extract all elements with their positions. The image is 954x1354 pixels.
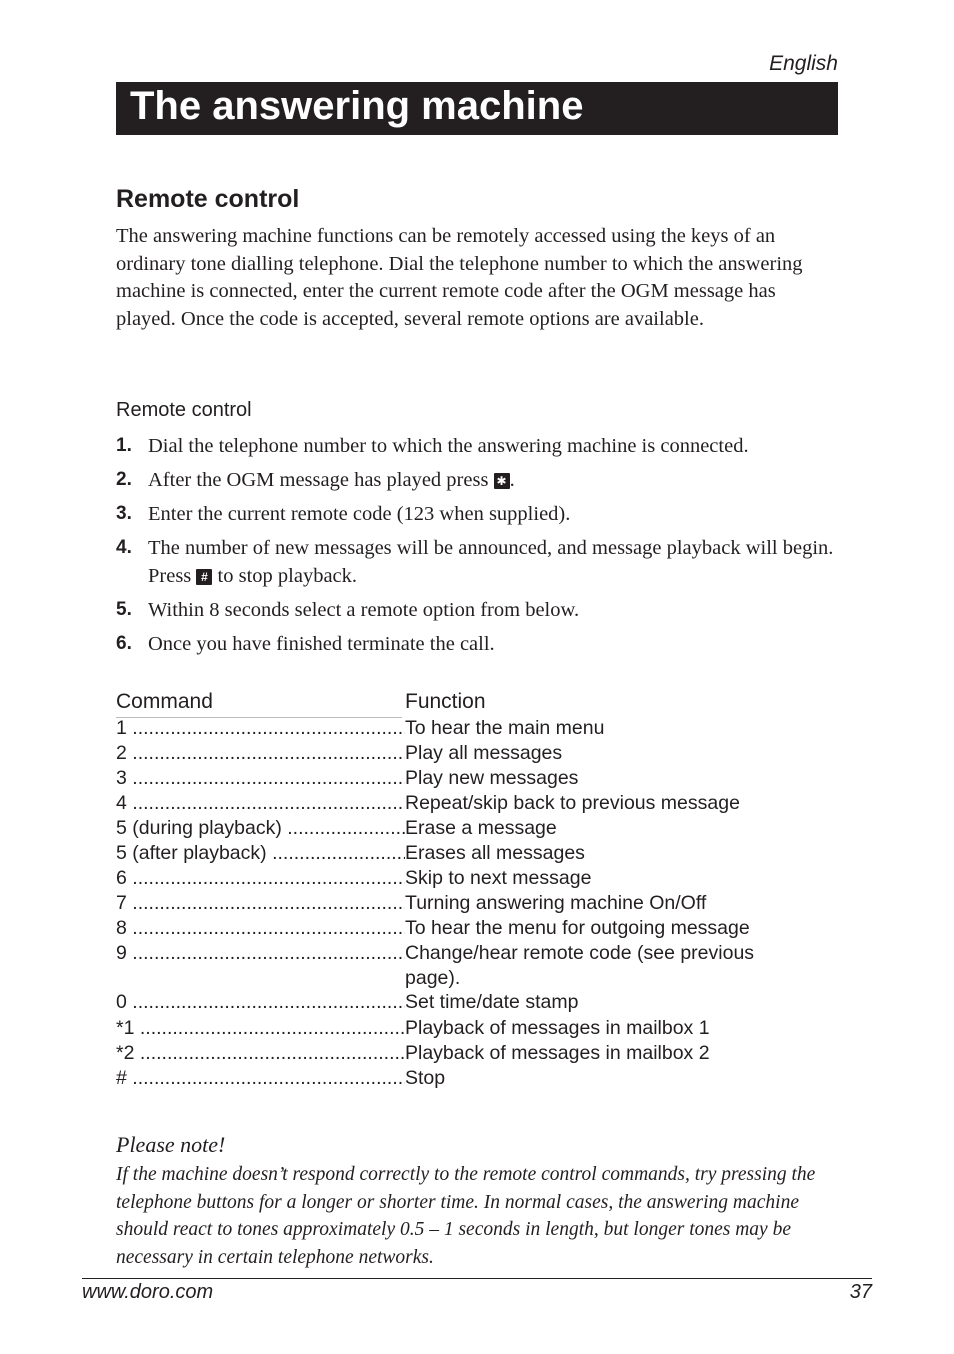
command-row xyxy=(116,816,845,841)
command-key: 6 xyxy=(116,867,127,889)
language-label: English xyxy=(769,52,838,75)
section-heading: Remote control xyxy=(116,185,300,213)
command-row xyxy=(116,891,845,916)
footer-divider xyxy=(82,1278,872,1279)
command-function: Set time/date stamp xyxy=(405,991,579,1013)
command-function: Stop xyxy=(405,1067,446,1089)
command-row xyxy=(116,941,795,991)
note-heading: Please note! xyxy=(116,1132,226,1157)
command-key: 0 xyxy=(116,991,127,1013)
command-row xyxy=(116,916,845,941)
procedure-step xyxy=(116,432,838,460)
command-function: Play new messages xyxy=(405,767,579,789)
step-number: 1. xyxy=(116,435,132,456)
step-text: Once you have finished terminate the call. xyxy=(148,633,495,655)
command-key: 4 xyxy=(116,792,127,814)
command-key: 9 xyxy=(116,942,127,964)
command-key: 1 xyxy=(116,717,127,739)
step-text: Within 8 seconds select a remote option from below. xyxy=(148,599,580,621)
command-row xyxy=(116,741,845,766)
step-number: 4. xyxy=(116,537,132,558)
command-row xyxy=(116,866,845,891)
procedure-step xyxy=(116,500,838,528)
procedure-step xyxy=(116,596,838,624)
intro-paragraph: The answering machine functions can be remotely accessed using the keys of an ordinary tone dialling telephone. Dial the telephone number to which the answering machine is connected, enter the current remote code after the OGM message has played. Once the code is accepted, several remote options are available. xyxy=(116,225,803,330)
command-key: # xyxy=(116,1067,127,1089)
step-number: 6. xyxy=(116,633,132,654)
note-text: If the machine doesn’t respond correctly to the remote control commands, try pressing the telephone buttons for a longer or shorter time. In normal cases, the answering machine should react to tones approximately 0.5 – 1 seconds in length, but longer tones may be necessary in certain telephone networks. xyxy=(116,1164,816,1268)
command-function: Erases all messages xyxy=(405,842,585,864)
command-row xyxy=(116,1016,845,1041)
step-text: Dial the telephone number to which the answering machine is connected. xyxy=(148,435,749,457)
command-row xyxy=(116,841,845,866)
page-title: The answering machine xyxy=(130,84,584,128)
command-row xyxy=(116,1041,845,1066)
command-function: Repeat/skip back to previous message xyxy=(405,792,740,814)
command-function: To hear the menu for outgoing message xyxy=(405,917,750,939)
function-column-header: Function xyxy=(405,690,486,713)
command-function: Turning answering machine On/Off xyxy=(405,892,707,914)
step-text: The number of new messages will be announced, and message playback will begin. Press # to stop playback. xyxy=(148,537,834,587)
step-number: 2. xyxy=(116,469,132,490)
command-row xyxy=(116,990,845,1015)
command-row xyxy=(116,791,845,816)
command-function: Playback of messages in mailbox 1 xyxy=(405,1017,710,1039)
command-key: 5 (during playback) xyxy=(116,817,282,839)
command-key: 5 (after playback) xyxy=(116,842,267,864)
command-column-header: Command xyxy=(116,690,213,713)
command-key: *2 xyxy=(116,1042,135,1064)
procedure-step xyxy=(116,534,838,590)
hash-key-icon: # xyxy=(196,569,212,585)
command-key: 3 xyxy=(116,767,127,789)
procedure-step xyxy=(116,466,838,494)
command-key: *1 xyxy=(116,1017,135,1039)
step-text: After the OGM message has played press ✱ . xyxy=(148,469,515,491)
command-function: To hear the main menu xyxy=(405,717,605,739)
procedure-heading: Remote control xyxy=(116,399,252,421)
command-row xyxy=(116,766,845,791)
footer-url: www.doro.com xyxy=(82,1281,214,1303)
command-key: 7 xyxy=(116,892,127,914)
command-function: Skip to next message xyxy=(405,867,592,889)
command-function: Erase a message xyxy=(405,817,557,839)
command-function: Play all messages xyxy=(405,742,563,764)
step-number: 3. xyxy=(116,503,132,524)
page-number: 37 xyxy=(849,1281,872,1303)
step-text: Enter the current remote code (123 when supplied). xyxy=(148,503,571,525)
command-row xyxy=(116,716,845,741)
command-key: 2 xyxy=(116,742,127,764)
star-key-icon: ✱ xyxy=(494,473,510,489)
procedure-step xyxy=(116,630,838,658)
command-function: Playback of messages in mailbox 2 xyxy=(405,1042,710,1064)
step-number: 5. xyxy=(116,599,132,620)
command-row xyxy=(116,1066,845,1091)
command-function: Change/hear remote code (see previous page). xyxy=(405,942,755,989)
command-key: 8 xyxy=(116,917,127,939)
